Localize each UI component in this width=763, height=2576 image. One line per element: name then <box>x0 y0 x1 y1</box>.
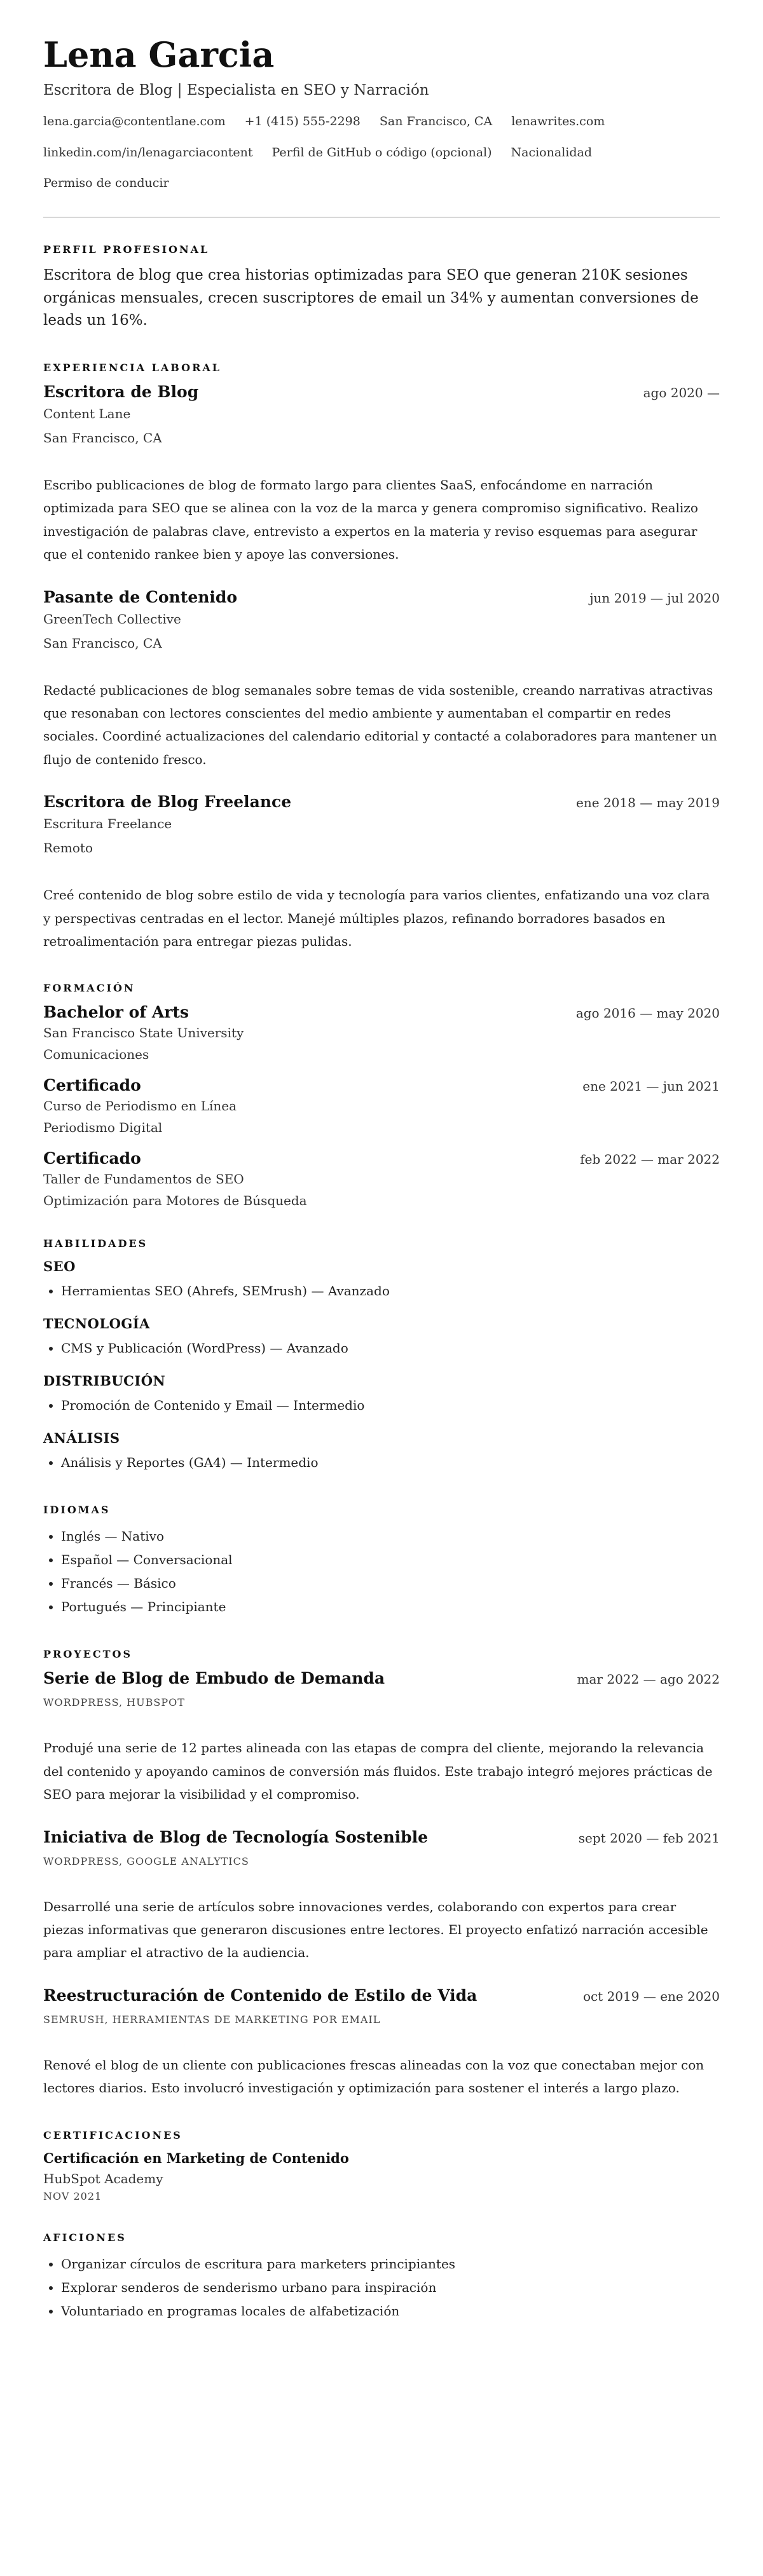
project-entry <box>43 1828 720 1965</box>
certification-name: Certificación en Marketing de Contenido <box>43 2150 349 2166</box>
experience-section <box>43 362 720 953</box>
language-item: • Francés — Básico <box>61 1572 720 1595</box>
job-title: Escritora de Blog <box>43 383 199 402</box>
contact-drivers-license: Permiso de conducir <box>43 176 169 191</box>
language-item: • Español — Conversacional <box>61 1548 720 1572</box>
contact-location: San Francisco, CA <box>379 114 493 129</box>
contact-website[interactable]: lenawrites.com <box>511 114 605 129</box>
skill-group-title: DISTRIBUCIÓN <box>43 1373 166 1389</box>
project-name: Reestructuración de Contenido de Estilo de Vida <box>43 1986 478 2005</box>
skill-group <box>43 1316 720 1360</box>
job-company: Content Lane <box>43 406 131 422</box>
skills-section <box>43 1237 720 1475</box>
education-dates: feb 2022 — mar 2022 <box>580 1152 720 1168</box>
education-section <box>43 982 720 1208</box>
profile-section <box>43 243 720 332</box>
contact-nationality: Nacionalidad <box>511 145 592 160</box>
education-dates: ene 2021 — jun 2021 <box>582 1079 720 1094</box>
section-title-profile: PERFIL PROFESIONAL <box>43 243 210 256</box>
contact-linkedin[interactable]: linkedin.com/in/lenagarciacontent <box>43 145 253 160</box>
experience-entry <box>43 588 720 772</box>
job-company: GreenTech Collective <box>43 611 181 627</box>
project-entry <box>43 1986 720 2100</box>
skill-item: • CMS y Publicación (WordPress) — Avanzado <box>61 1337 720 1360</box>
project-entry <box>43 1669 720 1806</box>
section-title-languages: IDIOMAS <box>43 1504 111 1516</box>
field-of-study: Optimización para Motores de Búsqueda <box>43 1193 307 1209</box>
education-dates: ago 2016 — may 2020 <box>575 1005 720 1021</box>
degree-title: Certificado <box>43 1149 141 1168</box>
experience-entry <box>43 383 720 566</box>
languages-list <box>43 1525 720 1619</box>
project-description: Produjé una serie de 12 partes alineada con las etapas de compra del cliente, mejorando la relevancia del contenido y apoyando caminos de conversión más fluidos. Este trabajo integró mejores prácticas de SEO para mejorar la visibilidad y el compromiso. <box>43 1740 713 1803</box>
field-of-study: Comunicaciones <box>43 1047 149 1063</box>
job-location: San Francisco, CA <box>43 635 162 651</box>
contact-phone: +1 (415) 555-2298 <box>244 114 361 129</box>
language-item: • Inglés — Nativo <box>61 1525 720 1548</box>
school-name: Curso de Periodismo en Línea <box>43 1098 237 1114</box>
field-of-study: Periodismo Digital <box>43 1120 163 1136</box>
hobbies-section <box>43 2232 720 2323</box>
job-company: Escritura Freelance <box>43 816 172 832</box>
hobby-item: • Voluntariado en programas locales de alfabetización <box>61 2300 720 2323</box>
job-title: Escritora de Blog Freelance <box>43 793 292 812</box>
job-dates: jun 2019 — jul 2020 <box>589 590 720 606</box>
job-dates: ene 2018 — may 2019 <box>576 795 720 811</box>
job-location: San Francisco, CA <box>43 430 162 446</box>
skill-group-title: SEO <box>43 1258 76 1275</box>
skill-group <box>43 1258 720 1303</box>
skill-group <box>43 1430 720 1475</box>
experience-entry <box>43 793 720 953</box>
hobby-item: • Organizar círculos de escritura para marketers principiantes <box>61 2252 720 2276</box>
certification-date: NOV 2021 <box>43 2190 102 2202</box>
school-name: San Francisco State University <box>43 1025 244 1041</box>
section-title-projects: PROYECTOS <box>43 1648 133 1661</box>
job-description: Creé contenido de blog sobre estilo de vida y tecnología para varios clientes, enfatizando una voz clara y perspectivas centradas en el lector. Manejé múltiples plazos, refinando borradores basados en retroalimentación para entregar piezas pulidas. <box>43 887 710 949</box>
header-divider <box>43 217 720 218</box>
job-title: Pasante de Contenido <box>43 587 238 606</box>
project-description: Renové el blog de un cliente con publicaciones frescas alineadas con la voz que conectaban mejor con lectores diarios. Esto involucró investigación y optimización para sostener el interés a largo plazo. <box>43 2057 705 2096</box>
section-title-education: FORMACIÓN <box>43 982 135 995</box>
skill-group-title: TECNOLOGÍA <box>43 1316 150 1332</box>
certification-issuer: HubSpot Academy <box>43 2171 163 2186</box>
section-title-skills: HABILIDADES <box>43 1237 148 1250</box>
languages-section <box>43 1504 720 1619</box>
hobbies-list <box>43 2252 720 2323</box>
skill-group-title: ANÁLISIS <box>43 1430 120 1447</box>
degree-title: Certificado <box>43 1076 141 1095</box>
section-title-hobbies: AFICIONES <box>43 2231 127 2244</box>
skill-item: • Análisis y Reportes (GA4) — Intermedio <box>61 1451 720 1475</box>
contact-info <box>43 114 720 207</box>
project-description: Desarrollé una serie de artículos sobre innovaciones verdes, colaborando con expertos para crear piezas informativas que generaron discusiones entre lectores. El proyecto enfatizó narración accesible para ampliar el atractivo de la audiencia. <box>43 1898 708 1961</box>
education-entry <box>43 1149 720 1208</box>
profile-summary: Escritora de blog que crea historias optimizadas para SEO que generan 210K sesiones orgánicas mensuales, crecen suscriptores de email un 34% y aumentan conversiones de leads un 16%. <box>43 267 699 329</box>
education-entry <box>43 1003 720 1062</box>
project-dates: sept 2020 — feb 2021 <box>578 1830 720 1846</box>
candidate-name: Lena Garcia <box>43 34 275 75</box>
skill-item: • Promoción de Contenido y Email — Intermedio <box>61 1394 720 1417</box>
project-name: Iniciativa de Blog de Tecnología Sostenible <box>43 1827 429 1846</box>
education-entry <box>43 1076 720 1135</box>
school-name: Taller de Fundamentos de SEO <box>43 1171 244 1187</box>
project-tags: WORDPRESS, GOOGLE ANALYTICS <box>43 1855 249 1867</box>
job-description: Escribo publicaciones de blog de formato largo para clientes SaaS, enfocándome en narración optimizada para SEO que se alinea con la voz de la marca y genera compromiso significativo. Realizo investigación de palabras clave, entrevisto a expertos en la materia y reviso esquemas para asegurar que el contenido rankee bien y apoye las conversiones. <box>43 477 698 562</box>
project-dates: mar 2022 — ago 2022 <box>577 1672 720 1687</box>
job-dates: ago 2020 — <box>643 385 720 401</box>
project-tags: WORDPRESS, HUBSPOT <box>43 1696 185 1709</box>
resume-header <box>43 35 720 207</box>
candidate-headline: Escritora de Blog | Especialista en SEO y Narración <box>43 82 429 99</box>
contact-email[interactable]: lena.garcia@contentlane.com <box>43 114 226 129</box>
job-description: Redacté publicaciones de blog semanales sobre temas de vida sostenible, creando narrativas atractivas que resonaban con lectores conscientes del medio ambiente y aumentaban el compartir en redes sociales. Coordiné actualizaciones del calendario editorial y contacté a colaboradores para mantener un flujo de contenido fresco. <box>43 682 717 767</box>
certifications-section <box>43 2129 720 2202</box>
language-item: • Portugués — Principiante <box>61 1595 720 1619</box>
section-title-experience: EXPERIENCIA LABORAL <box>43 362 222 374</box>
section-title-certifications: CERTIFICACIONES <box>43 2129 182 2141</box>
project-tags: SEMRUSH, HERRAMIENTAS DE MARKETING POR EMAIL <box>43 2013 381 2026</box>
project-dates: oct 2019 — ene 2020 <box>582 1988 720 2004</box>
project-name: Serie de Blog de Embudo de Demanda <box>43 1669 385 1688</box>
projects-section <box>43 1648 720 2099</box>
degree-title: Bachelor of Arts <box>43 1003 189 1022</box>
hobby-item: • Explorar senderos de senderismo urbano para inspiración <box>61 2276 720 2300</box>
skill-item: • Herramientas SEO (Ahrefs, SEMrush) — Avanzado <box>61 1279 720 1303</box>
job-location: Remoto <box>43 840 93 856</box>
skill-group <box>43 1373 720 1417</box>
contact-github: Perfil de GitHub o código (opcional) <box>272 145 492 160</box>
